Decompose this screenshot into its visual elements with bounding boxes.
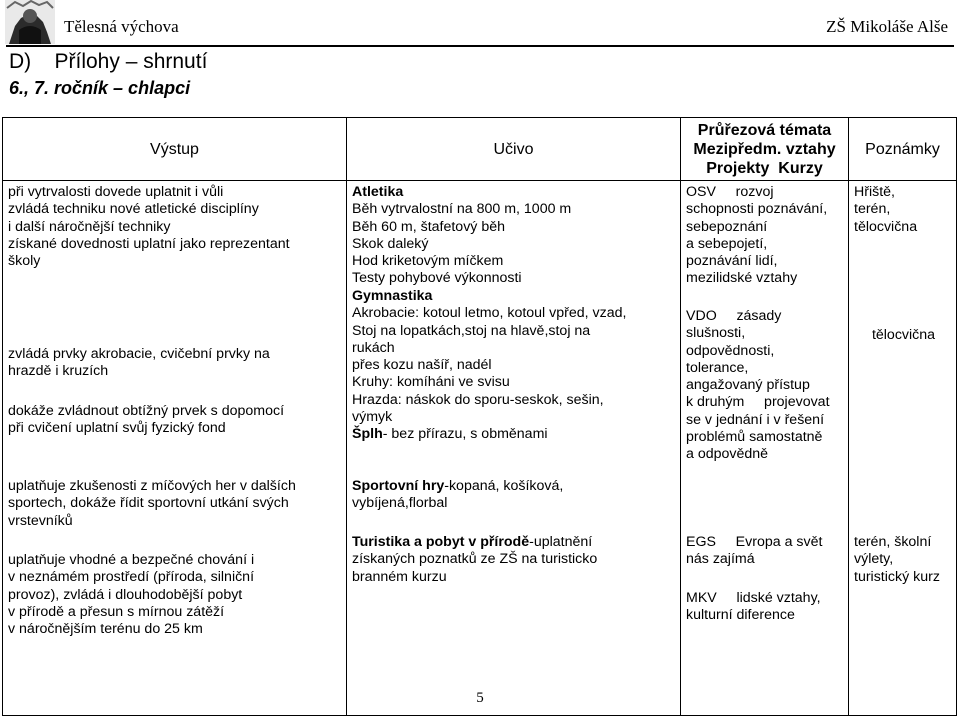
text-line: získaných poznatků ze ZŠ na turisticko xyxy=(352,551,598,568)
text-line: dokáže zvládnout obtížný prvek s dopomocí xyxy=(8,403,285,419)
table-row xyxy=(3,181,957,716)
text-line: poznávání lidí, xyxy=(686,253,778,270)
table-header-row xyxy=(3,118,957,181)
text-line: uplatňuje vhodné a bezpečné chování i xyxy=(8,552,255,568)
poznamky-block xyxy=(854,184,953,236)
text-line xyxy=(352,478,677,495)
text-line: angažovaný přístup xyxy=(686,377,810,394)
text-line: turistický kurz xyxy=(854,568,940,585)
text-line: uplatňuje zkušenosti z míčových her v dalších xyxy=(8,478,296,494)
curriculum-table xyxy=(2,117,957,716)
text-line: tělocvična xyxy=(854,218,918,235)
ucivo-gymnastika xyxy=(352,288,677,444)
prurez-vdo xyxy=(686,308,845,464)
text-line: tolerance, xyxy=(686,359,749,376)
header-divider xyxy=(6,45,954,47)
text-line: schopnosti poznávání, xyxy=(686,201,828,218)
text-line: Stoj na lopatkách,stoj na hlavě,stoj na xyxy=(352,322,591,339)
text-line: k druhým projevovat xyxy=(686,394,830,411)
text-line: MKV lidské vztahy, xyxy=(686,590,821,606)
prurez-cell xyxy=(681,181,849,716)
text-line: Akrobacie: kotoul letmo, kotoul vpřed, vzad, xyxy=(352,305,627,322)
text-line: Běh vytrvalostní na 800 m, 1000 m xyxy=(352,201,572,218)
poznamky-cell xyxy=(849,181,957,716)
column-header-poznamky: Poznámky xyxy=(849,118,957,181)
poznamky-block xyxy=(854,327,953,344)
vystup-block xyxy=(8,184,343,270)
text-line: a odpovědně xyxy=(686,446,769,463)
text-line: EGS Evropa a svět xyxy=(686,534,823,550)
vystup-block xyxy=(8,478,343,530)
prurez-header-line: Projekty Kurzy xyxy=(706,159,823,177)
prurez-header-line: Průřezová témata xyxy=(697,121,832,139)
text-line: Skok daleký xyxy=(352,235,429,252)
text-line: školy xyxy=(8,253,41,270)
text-line: při cvičení uplatní svůj fyzický fond xyxy=(8,420,226,437)
text-line: odpovědnosti, xyxy=(686,342,775,359)
ucivo-atletika xyxy=(352,184,677,288)
text-line: zvládá techniku nové atletické disciplíny xyxy=(8,201,259,218)
subject-name: Tělesná výchova xyxy=(64,17,179,36)
text-line: v přírodě a přesun s mírnou zátěží xyxy=(8,603,225,620)
poznamky-block xyxy=(854,534,953,586)
column-header-ucivo: Učivo xyxy=(347,118,681,181)
text-line: tělocvična xyxy=(871,327,936,343)
text-line: sebepoznání xyxy=(686,218,768,235)
text-line: terén, školní xyxy=(854,534,932,550)
text-line xyxy=(352,426,677,443)
text-line: i další náročnější techniky xyxy=(8,218,171,235)
text-line: při vytrvalosti dovede uplatnit i vůli xyxy=(8,184,224,200)
text-line: OSV rozvoj xyxy=(686,184,774,200)
block-title: Atletika xyxy=(352,184,404,200)
bold-term: Turistika a pobyt v přírodě xyxy=(352,534,530,550)
vystup-cell xyxy=(3,181,347,716)
text-line xyxy=(352,534,677,551)
text-line: Testy pohybové výkonnosti xyxy=(352,270,522,287)
prurez-osv xyxy=(686,184,845,288)
column-header-vystup: Výstup xyxy=(3,118,347,181)
text-line: rukách xyxy=(352,339,395,356)
prurez-mkv xyxy=(686,590,845,625)
text-line: Kruhy: komíháni ve svisu xyxy=(352,374,510,391)
text-line: nás zajímá xyxy=(686,551,755,568)
text-line: vrstevníků xyxy=(8,512,73,529)
text-line: Hřiště, xyxy=(854,184,895,200)
ucivo-sportovni-hry xyxy=(352,478,677,513)
text-line: branném kurzu xyxy=(352,568,447,585)
text-line: Hod kriketovým míčkem xyxy=(352,253,504,270)
text-line: Běh 60 m, štafetový běh xyxy=(352,218,506,235)
vystup-block xyxy=(8,403,343,438)
vystup-block xyxy=(8,552,343,638)
text-line: v náročnějším terénu do 25 km xyxy=(8,621,203,638)
grade-subtitle: 6., 7. ročník – chlapci xyxy=(9,78,191,98)
text-line: VDO zásady xyxy=(686,308,782,324)
text-span: - bez přírazu, s obměnami xyxy=(382,426,548,443)
school-name: ZŠ Mikoláše Alše xyxy=(826,17,948,36)
block-title: Gymnastika xyxy=(352,288,433,304)
text-line: provoz), zvládá i dlouhodobější pobyt xyxy=(8,586,243,603)
text-line: problémů samostatně xyxy=(686,429,823,446)
bold-term: Šplh xyxy=(352,426,383,443)
text-line: slušnosti, xyxy=(686,325,746,342)
text-line: sportech, dokáže řídit sportovní utkání svých xyxy=(8,495,289,512)
text-line: získané dovednosti uplatní jako reprezentant xyxy=(8,235,290,252)
bold-term: Sportovní hry xyxy=(352,478,445,494)
prurez-egs xyxy=(686,534,845,569)
text-line: zvládá prvky akrobacie, cvičební prvky na xyxy=(8,346,270,362)
text-line: přes kozu našíř, nadél xyxy=(352,357,492,374)
text-line: a sebepojetí, xyxy=(686,235,768,252)
text-span: -kopaná, košíková, xyxy=(444,478,564,494)
section-title: D) Přílohy – shrnutí xyxy=(9,50,208,73)
text-line: se v jednání i v řešení xyxy=(686,411,825,428)
text-line: terén, xyxy=(854,201,891,218)
ucivo-cell xyxy=(347,181,681,716)
page-header xyxy=(0,0,960,44)
column-header-prurez xyxy=(681,118,849,181)
ucivo-turistika xyxy=(352,534,677,586)
vystup-block xyxy=(8,346,343,381)
text-line: vybíjená,florbal xyxy=(352,495,448,512)
text-line: Hrazda: náskok do sporu-seskok, sešin, xyxy=(352,391,604,408)
text-line: výlety, xyxy=(854,551,894,568)
text-span: -uplatnění xyxy=(529,534,593,550)
text-line: mezilidské vztahy xyxy=(686,270,798,287)
text-line: hrazdě i kruzích xyxy=(8,363,109,380)
text-line: výmyk xyxy=(352,409,393,426)
school-logo xyxy=(5,0,55,44)
text-line: kulturní diference xyxy=(686,607,795,624)
prurez-header-line: Mezipředm. vztahy xyxy=(693,140,836,158)
text-line: v neznámém prostředí (příroda, silniční xyxy=(8,569,255,586)
page-number: 5 xyxy=(476,690,484,706)
